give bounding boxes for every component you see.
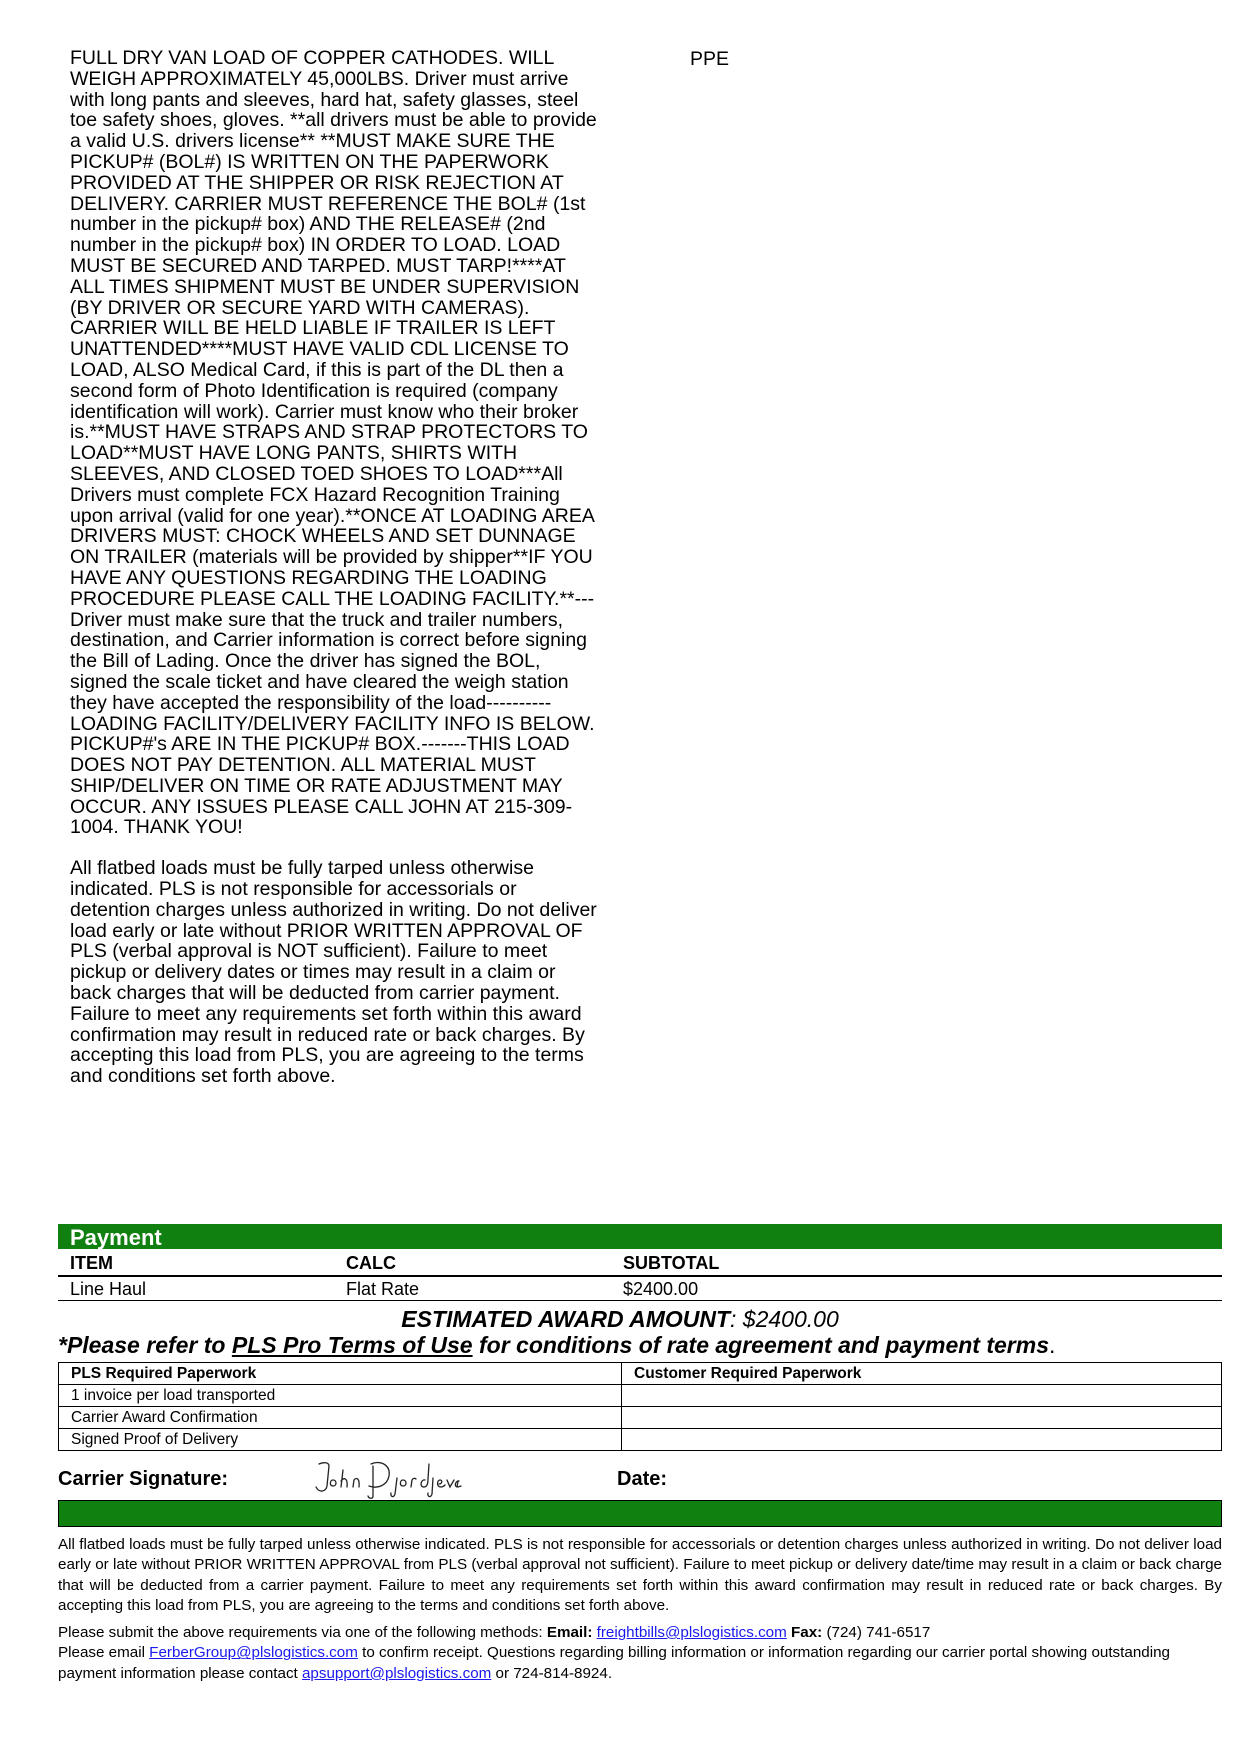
table-row xyxy=(59,1385,1222,1407)
table-row xyxy=(59,1429,1222,1451)
instructions-paragraph: FULL DRY VAN LOAD OF COPPER CATHODES. WILL WEIGH APPROXIMATELY 45,000LBS. Driver must arrive with long pants and sleeves, hard hat, safety glasses, steel toe safety shoes, gloves. **all drivers must be able to provide a valid U.S. drivers license** **MUST MAKE SURE THE PICKUP# (BOL#) IS WRITTEN ON THE PAPERWORK PROVIDED AT THE SHIPPER OR RISK REJECTION AT DELIVERY. CARRIER MUST REFERENCE THE BOL# (1st number in the pickup# box) AND THE RELEASE# (2nd number in the pickup# box) IN ORDER TO LOAD. LOAD MUST BE SECURED AND TARPED. MUST TARP!****AT ALL TIMES SHIPMENT MUST BE UNDER SUPERVISION (BY DRIVER OR SECURE YARD WITH CAMERAS). CARRIER WILL BE HELD LIABLE IF TRAILER IS LEFT UNATTENDED****MUST HAVE VALID CDL LICENSE TO LOAD, ALSO Medical Card, if this is part of the DL then a second form of Photo Identification is required (company identification will work). Carrier must know who their broker is.**MUST HAVE STRAPS AND STRAP PROTECTORS TO LOAD**MUST HAVE LONG PANTS, SHIRTS WITH SLEEVES, AND CLOSED TOED SHOES TO LOAD***All Drivers must complete FCX Hazard Recognition Training upon arrival (valid for one year).**ONCE AT LOADING AREA DRIVERS MUST: CHOCK WHEELS AND SET DUNNAGE ON TRAILER (materials will be provided by shipper**IF YOU HAVE ANY QUESTIONS REGARDING THE LOADING PROCEDURE PLEASE CALL THE LOADING FACILITY.**---Driver must make sure that the truck and trailer numbers, destination, and Carrier information is correct before signing the Bill of Lading. Once the driver has signed the BOL, signed the scale ticket and have cleared the weigh station they have accepted the responsibility of the load----------LOADING FACILITY/DELIVERY FACILITY INFO IS BELOW. PICKUP#'s ARE IN THE PICKUP# BOX.-------THIS LOAD DOES NOT PAY DETENTION. ALL MATERIAL MUST SHIP/DELIVER ON TIME OR RATE ADJUSTMENT MAY OCCUR. ANY ISSUES PLEASE CALL JOHN AT 215-309-1004. THANK YOU! xyxy=(70,47,597,839)
row-subtotal: $2400.00 xyxy=(623,1279,699,1299)
payment-header-row xyxy=(58,1250,1222,1277)
submit-text: Please submit the above requirements via one of the following methods: xyxy=(58,1624,547,1641)
support-text: or 724-814-8924. xyxy=(491,1664,613,1682)
confirm-text: to confirm receipt. Questions regarding billing information or information regarding our carrier portal showing outstanding payment information please contact xyxy=(58,1644,1170,1682)
customer-paperwork-item xyxy=(622,1407,1222,1429)
freightbills-email-link[interactable]: freightbills@plslogistics.com xyxy=(596,1624,787,1641)
paperwork-header-row xyxy=(59,1363,1222,1385)
refer-end: . xyxy=(1049,1332,1056,1358)
ferbergroup-email-link[interactable]: FerberGroup@plslogistics.com xyxy=(149,1644,358,1662)
handwritten-signature xyxy=(305,1456,465,1500)
customer-paperwork-item xyxy=(622,1429,1222,1451)
date-label: Date: xyxy=(617,1468,668,1490)
estimated-award xyxy=(0,1306,1240,1333)
pls-paperwork-header: PLS Required Paperwork xyxy=(59,1363,622,1385)
terms-reference xyxy=(58,1332,1055,1359)
customer-paperwork-item xyxy=(622,1385,1222,1407)
apsupport-email-link[interactable]: apsupport@plslogistics.com xyxy=(301,1664,492,1682)
row-item: Line Haul xyxy=(70,1279,147,1299)
terms-of-use-link[interactable]: PLS Pro Terms of Use xyxy=(231,1332,473,1358)
fax-number: (724) 741-6517 xyxy=(826,1624,931,1641)
footer-disclaimer: All flatbed loads must be fully tarped unless otherwise indicated. PLS is not responsible for accessorials or detention charges unless authorized in writing. Do not deliver load early or late without PRIOR WRITTEN APPROVAL from PLS (verbal approval not sufficient). Failure to meet pickup or delivery date/time may result in a claim or back charge that will be deducted from a carrier payment. Failure to meet any requirements set forth within this award confirmation may result in reduced rate or back charges. By accepting this load from PLS, you are agreeing to the terms and conditions set forth above. xyxy=(58,1536,1222,1615)
header-calc: CALC xyxy=(346,1253,396,1273)
customer-paperwork-header: Customer Required Paperwork xyxy=(622,1363,1222,1385)
pls-paperwork-item: 1 invoice per load transported xyxy=(59,1385,622,1407)
signature-bar xyxy=(58,1500,1222,1527)
email-label: Email: xyxy=(546,1624,593,1641)
special-instructions xyxy=(70,48,600,1087)
carrier-signature-label: Carrier Signature: xyxy=(58,1468,229,1490)
table-row xyxy=(59,1407,1222,1429)
header-item: ITEM xyxy=(70,1253,113,1273)
refer-suffix: for conditions of rate agreement and payment terms xyxy=(472,1332,1049,1358)
submission-instructions xyxy=(58,1623,1222,1684)
confirm-prefix: Please email xyxy=(58,1644,150,1662)
header-subtotal: SUBTOTAL xyxy=(623,1253,720,1273)
fax-label: Fax: xyxy=(791,1624,823,1641)
pls-paperwork-item: Signed Proof of Delivery xyxy=(59,1429,622,1451)
refer-prefix: *Please refer to xyxy=(58,1332,232,1358)
terms-paragraph: All flatbed loads must be fully tarped unless otherwise indicated. PLS is not responsible for accessorials or detention charges unless authorized in writing. Do not deliver load early or late without PRIOR WRITTEN APPROVAL OF PLS (verbal approval is NOT sufficient). Failure to meet pickup or delivery dates or times may result in a claim or back charges that will be deducted from carrier payment. Failure to meet any requirements set forth within this award confirmation may result in reduced rate or back charges. By accepting this load from PLS, you are agreeing to the terms and conditions set forth above. xyxy=(70,857,597,1088)
award-value: : $2400.00 xyxy=(730,1306,839,1332)
equipment-note: PPE xyxy=(690,48,730,70)
payment-title: Payment xyxy=(58,1224,1222,1249)
row-calc: Flat Rate xyxy=(346,1279,420,1299)
paperwork-table xyxy=(58,1362,1222,1451)
payment-row xyxy=(58,1276,1222,1301)
pls-paperwork-item: Carrier Award Confirmation xyxy=(59,1407,622,1429)
award-label: ESTIMATED AWARD AMOUNT xyxy=(401,1306,731,1332)
